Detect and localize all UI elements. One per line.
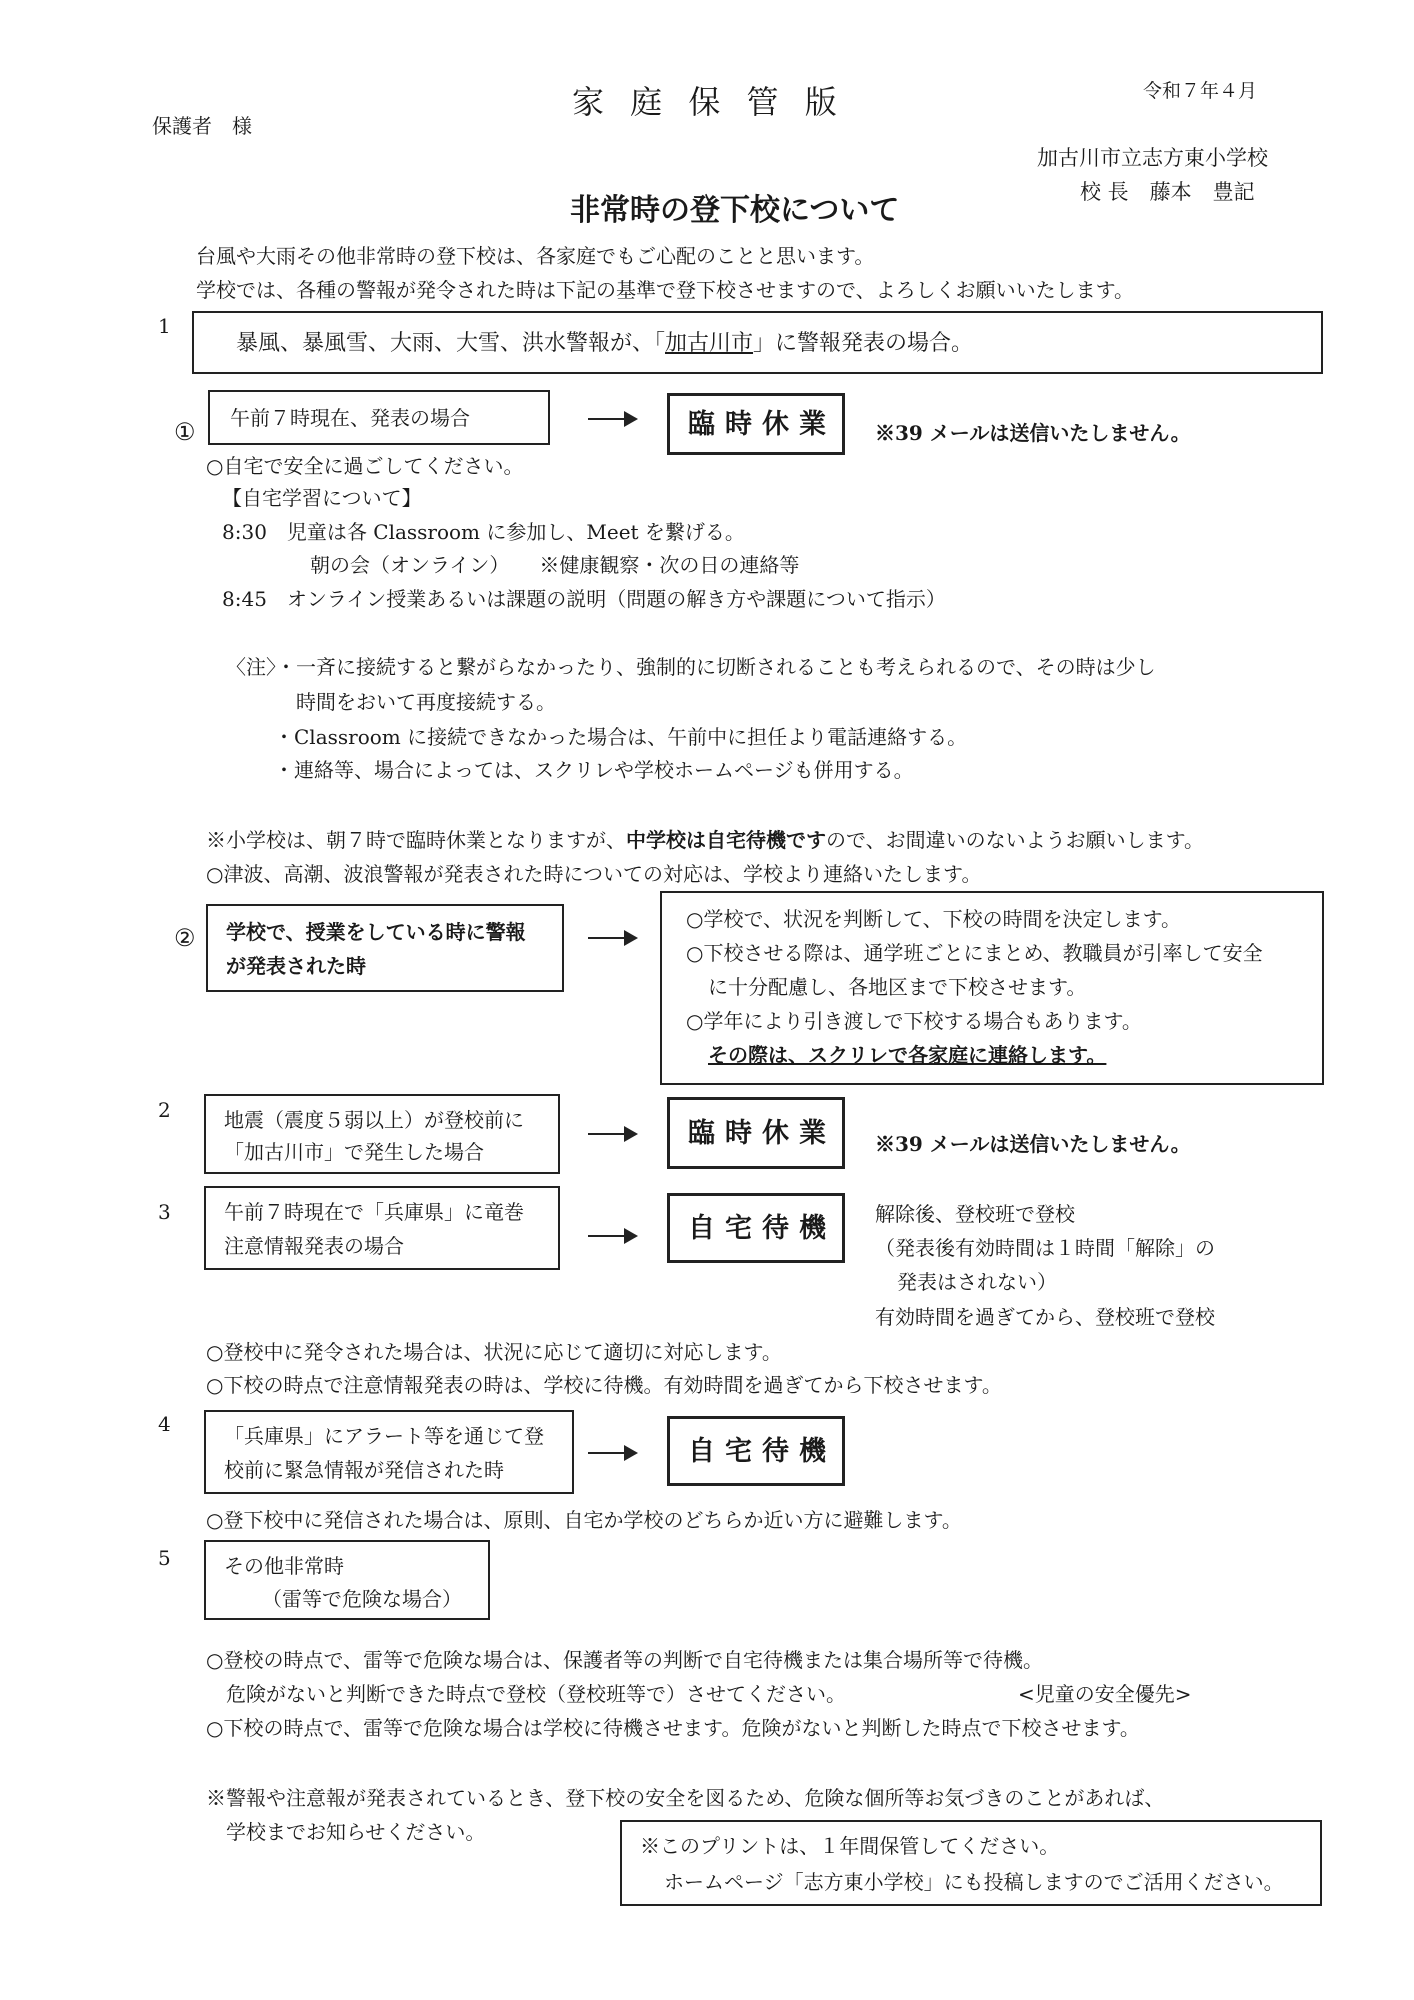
case2-result-line: ○学校で、状況を判断して、下校の時間を決定します。 [686,907,1182,931]
section3-result: 自宅待機 [688,1213,836,1244]
section2-condition-box [204,1094,560,1174]
section5-condition: （雷等で危険な場合） [262,1587,462,1611]
text-line: 危険がないと判断できた時点で登校（登校班等で）させてください。 [226,1682,846,1706]
text-line: 【自宅学習について】 [222,486,422,510]
section1-condition: 暴風、暴風雪、大雨、大雪、洪水警報が、「加古川市」に警報発表の場合。 [236,331,974,356]
case-mark: ② [174,924,196,952]
text-line: ○自宅で安全に過ごしてください。 [206,454,524,478]
section-number: 5 [158,1546,171,1570]
text-line: 8:30 児童は各 Classroom に参加し、Meet を繋げる。 [222,520,745,544]
footer-line: 学校までお知らせください。 [226,1820,486,1844]
footer-box-line: ※このプリントは、１年間保管してください。 [640,1834,1060,1858]
section3-side-line: （発表後有効時間は１時間「解除」の [875,1236,1215,1260]
section3-side-line: 発表はされない） [897,1270,1057,1294]
section2-result-box [667,1097,845,1169]
arrow-icon [588,1452,636,1454]
section-number: 2 [158,1098,171,1122]
section4-result-box [667,1416,845,1486]
date: 令和７年４月 [1143,80,1258,102]
safety-first-label: <児童の安全優先> [1018,1682,1192,1706]
school-name: 加古川市立志方東小学校 [1037,146,1268,170]
case2-result-line: ○学年により引き渡しで下校する場合もあります。 [686,1009,1142,1033]
section-number: 4 [158,1412,171,1436]
case2-result-line: その際は、スクリレで各家庭に連絡します。 [708,1043,1107,1067]
footer-line: ※警報や注意報が発表されているとき、登下校の安全を図るため、危険な個所等お気づきのことがあれば、 [206,1786,1165,1810]
intro-line: 台風や大雨その他非常時の登下校は、各家庭でもご心配のことと思います。 [196,244,875,268]
footer-box-line: ホームページ「志方東小学校」にも投稿しますのでご活用ください。 [664,1870,1284,1894]
text-line: ・連絡等、場合によっては、スクリレや学校ホームページも併用する。 [274,758,914,782]
section3-condition: 午前７時現在で「兵庫県」に竜巻 [224,1200,524,1224]
case2-condition: が発表された時 [226,954,366,978]
section3-condition-box [204,1186,560,1270]
case2-result-line: に十分配慮し、各地区まで下校させます。 [708,975,1087,999]
case2-condition: 学校で、授業をしている時に警報 [226,920,526,944]
section4-result: 自宅待機 [688,1436,836,1467]
arrow-icon [588,418,636,420]
arrow-icon [588,937,636,939]
arrow-icon [588,1235,636,1237]
text-line: ○下校の時点で、雷等で危険な場合は学校に待機させます。危険がないと判断した時点で下校させます。 [206,1716,1140,1740]
section5-condition-box [204,1540,490,1620]
section-number: 3 [158,1200,171,1224]
arrow-icon [588,1133,636,1135]
section3-condition: 注意情報発表の場合 [224,1234,404,1258]
recipient: 保護者 様 [152,114,252,138]
section3-side-line: 解除後、登校班で登校 [875,1202,1075,1226]
case1-note: ※39 メールは送信いたしません。 [875,421,1191,445]
notice-line: ○津波、高潮、波浪警報が発表された時についての対応は、学校より連絡いたします。 [206,862,982,886]
section2-condition: 地震（震度５弱以上）が登校前に [224,1108,524,1132]
section1-condition-box [192,311,1323,374]
edition-label: 家 庭 保 管 版 [572,83,845,121]
case-mark: ① [174,418,196,446]
case2-result-box [660,891,1324,1085]
text-line: ○登下校中に発信された場合は、原則、自宅か学校のどちらか近い方に避難します。 [206,1508,962,1532]
section2-note: ※39 メールは送信いたしません。 [875,1132,1191,1156]
case1-result: 臨時休業 [688,409,836,440]
case1-condition-box [208,390,550,445]
footer-box [620,1820,1322,1906]
case2-condition-box [206,904,564,992]
page-title: 非常時の登下校について [570,193,900,228]
case1-result-box [667,393,845,455]
text-line: ○登校中に発令された場合は、状況に応じて適切に対応します。 [206,1340,782,1364]
section2-condition: 「加古川市」で発生した場合 [224,1140,484,1164]
text-line: 時間をおいて再度接続する。 [296,690,556,714]
section2-result: 臨時休業 [688,1118,836,1149]
section3-side-line: 有効時間を過ぎてから、登校班で登校 [875,1305,1215,1329]
text-line: ○下校の時点で注意情報発表の時は、学校に待機。有効時間を過ぎてから下校させます。 [206,1373,1002,1397]
principal-name: 校 長 藤本 豊記 [1080,180,1255,204]
section4-condition-box [204,1410,574,1494]
section4-condition: 校前に緊急情報が発信された時 [224,1458,504,1482]
section4-condition: 「兵庫県」にアラート等を通じて登 [224,1424,544,1448]
case2-result-line: ○下校させる際は、通学班ごとにまとめ、教職員が引率して安全 [686,941,1263,965]
section3-result-box [667,1193,845,1263]
text-line: 8:45 オンライン授業あるいは課題の説明（問題の解き方や課題について指示） [222,587,946,611]
text-line: 〈注〉・一斉に接続すると繋がらなかったり、強制的に切断されることも考えられるので、その時は少し [226,655,1156,679]
text-line: 朝の会（オンライン） ※健康観察・次の日の連絡等 [310,553,800,577]
text-line: ○登校の時点で、雷等で危険な場合は、保護者等の判断で自宅待機または集合場所等で待機。 [206,1648,1044,1672]
section-number: 1 [158,314,171,338]
section5-condition: その他非常時 [224,1554,344,1578]
case1-condition: 午前７時現在、発表の場合 [230,406,470,430]
notice-line: ※小学校は、朝７時で臨時休業となりますが、中学校は自宅待機ですので、お間違いのないようお願いします。 [206,828,1204,852]
text-line: ・Classroom に接続できなかった場合は、午前中に担任より電話連絡する。 [274,725,968,749]
intro-line: 学校では、各種の警報が発令された時は下記の基準で登下校させますので、よろしくお願いいたします。 [196,278,1134,302]
